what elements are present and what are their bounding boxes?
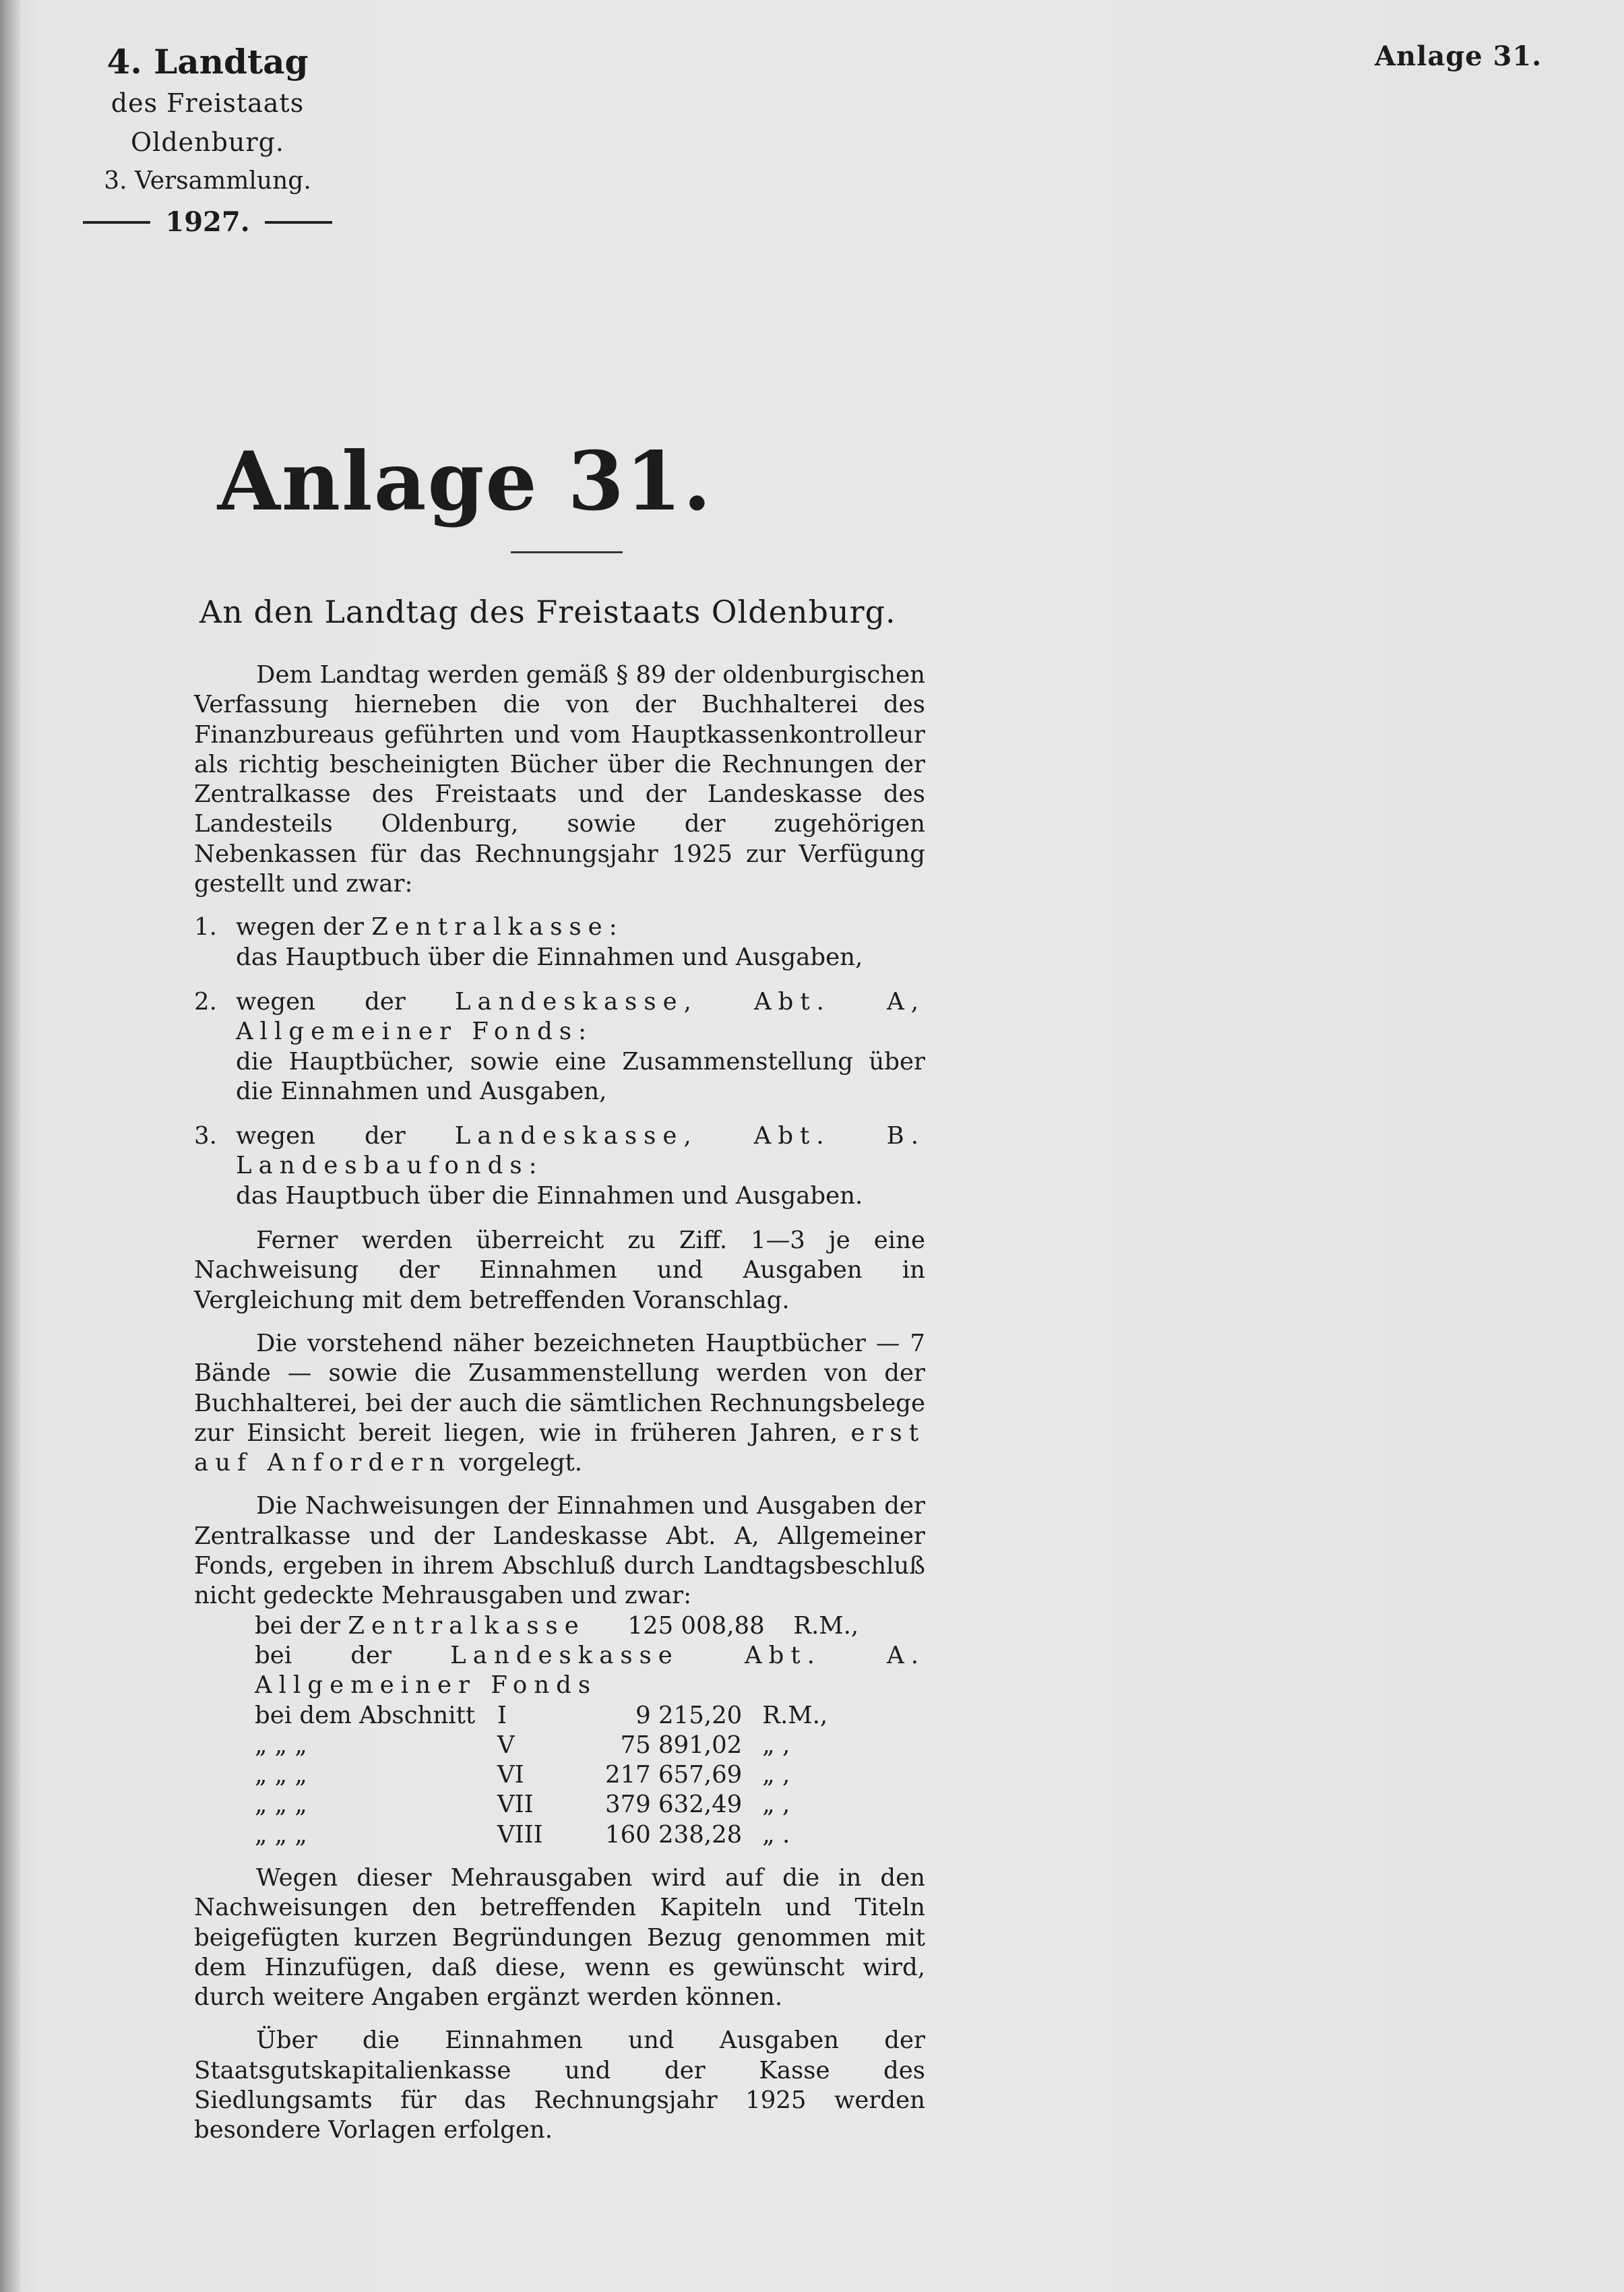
row-amount: 75 891,02 <box>620 1731 743 1759</box>
list-item <box>194 912 925 972</box>
header-year-line <box>66 201 349 244</box>
row-section: VI <box>497 1761 524 1789</box>
list-detail: das Hauptbuch über die Einnahmen und Ausgaben. <box>236 1181 863 1210</box>
zentral-lead: bei der <box>255 1611 341 1640</box>
landes-spaced: Landeskasse Abt. A. Allgemeiner Fonds <box>255 1641 925 1700</box>
list-text <box>236 912 925 972</box>
list-lead: wegen der <box>236 913 364 941</box>
paragraph-ueber: Über die Einnahmen und Ausgaben der Staatsgutskapitalienkasse und der Kasse des Siedlungsamts für das Rechnungsjahr 1925 werden besondere Vorlagen erfolgen. <box>194 2026 925 2144</box>
row-label: „ „ „ <box>255 1761 307 1789</box>
list-detail: die Hauptbücher, sowie eine Zusammenstellung über die Einnahmen und Ausgaben, <box>236 1047 925 1105</box>
header-landtag: 4. Landtag <box>106 42 309 82</box>
table-row <box>194 1731 856 1760</box>
table-row <box>194 1760 856 1790</box>
list-detail: das Hauptbuch über die Einnahmen und Ausgaben, <box>236 943 863 971</box>
row-section: VII <box>497 1791 534 1819</box>
year-rule-right <box>265 221 332 224</box>
list-item <box>194 1121 925 1211</box>
list-spaced-term: Zentralkasse: <box>371 913 624 941</box>
addressee-line: An den Landtag des Freistaats Oldenburg. <box>199 594 896 630</box>
list-number: 2. <box>194 987 217 1016</box>
page-title: Anlage 31. <box>217 434 713 529</box>
zentral-currency: R.M., <box>793 1611 859 1640</box>
header-left-block <box>66 40 349 244</box>
paragraph-baende <box>194 1329 925 1478</box>
row-section: I <box>497 1701 507 1729</box>
landes-lead: bei der <box>255 1641 392 1669</box>
header-versammlung: 3. Versammlung. <box>104 167 311 195</box>
table-row <box>194 1701 856 1731</box>
zentral-spaced: Zentralkasse <box>348 1611 586 1640</box>
row-amount: 217 657,69 <box>605 1761 743 1789</box>
row-currency: „ . <box>762 1820 790 1849</box>
list-number: 3. <box>194 1122 217 1150</box>
row-currency: „ , <box>762 1731 790 1759</box>
table-row <box>194 1820 856 1850</box>
baende-text-a: Die vorstehend näher bezeichneten Hauptbücher — 7 Bände — sowie die Zusammenstellung werden von der Buchhalterei, bei der auch die sämtlichen Rechnungsbelege zur Einsicht bereit liegen, wie in früheren Jahren, <box>194 1329 925 1447</box>
row-label: „ „ „ <box>255 1820 307 1849</box>
zentralkasse-line <box>194 1611 925 1641</box>
list-lead: wegen der <box>236 1122 406 1150</box>
intro-paragraph: Dem Landtag werden gemäß § 89 der oldenburgischen Verfassung hierneben die von der Buchhalterei des Finanzbureaus geführten und vom Hauptkassenkontrolleur als richtig bescheinigten Bücher über die Rechnungen der Zentralkasse des Freistaats und der Landeskasse des Landesteils Oldenburg, sowie der zugehörigen Nebenkassen für das Rechnungsjahr 1925 zur Verfügung gestellt und zwar: <box>194 661 925 898</box>
list-item <box>194 987 925 1107</box>
row-amount: 160 238,28 <box>605 1820 743 1849</box>
list-spaced-term: Landeskasse, Abt. A, Allgemeiner Fonds: <box>236 987 925 1046</box>
list-lead: wegen der <box>236 987 406 1016</box>
year-rule-left <box>83 221 150 224</box>
body-text <box>194 660 925 2159</box>
list-text <box>236 987 925 1107</box>
list-spaced-term: Landeskasse, Abt. B. Landesbaufonds: <box>236 1122 925 1180</box>
list-number: 1. <box>194 913 217 941</box>
table-row <box>194 1790 856 1820</box>
paragraph-ferner: Ferner werden überreicht zu Ziff. 1—3 je eine Nachweisung der Einnahmen und Ausgaben in Vergleichung mit dem betreffenden Voranschlag. <box>194 1227 925 1314</box>
row-section: VIII <box>497 1820 543 1849</box>
amounts-table <box>194 1701 856 1850</box>
row-currency: R.M., <box>762 1701 828 1729</box>
zentral-amount: 125 008,88 <box>627 1611 765 1640</box>
page-binding-edge <box>0 0 20 2292</box>
landeskasse-line <box>194 1641 925 1701</box>
title-divider <box>511 551 623 553</box>
list-text <box>236 1121 925 1211</box>
row-currency: „ , <box>762 1791 790 1819</box>
row-amount: 379 632,49 <box>605 1791 743 1819</box>
header-freistaat: des Freistaats Oldenburg. <box>111 88 305 157</box>
row-currency: „ , <box>762 1761 790 1789</box>
row-section: V <box>497 1731 515 1759</box>
baende-spaced: erst auf Anfordern <box>194 1419 925 1477</box>
row-amount: 9 215,20 <box>635 1701 743 1729</box>
paragraph-wegen: Wegen dieser Mehrausgaben wird auf die in den Nachweisungen den betreffenden Kapiteln und Titeln beigefügten kurzen Begründungen Bezug genommen mit dem Hinzufügen, daß diese, wenn es gewünscht wird, durch weitere Angaben ergänzt werden können. <box>194 1863 925 2012</box>
row-label: „ „ „ <box>255 1791 307 1819</box>
header-anlage-label: Anlage 31. <box>1375 40 1542 72</box>
paragraph-nachweisungen: Die Nachweisungen der Einnahmen und Ausgaben der Zentralkasse und der Landeskasse Abt. A, Allgemeiner Fonds, ergeben in ihrem Abschluß durch Landtagsbeschluß nicht gedeckte Mehrausgaben und zwar: <box>194 1492 925 1610</box>
baende-text-c: vorgelegt. <box>459 1449 583 1477</box>
row-label: „ „ „ <box>255 1731 307 1759</box>
header-year: 1927. <box>165 206 250 238</box>
row-label: bei dem Abschnitt <box>255 1701 476 1729</box>
